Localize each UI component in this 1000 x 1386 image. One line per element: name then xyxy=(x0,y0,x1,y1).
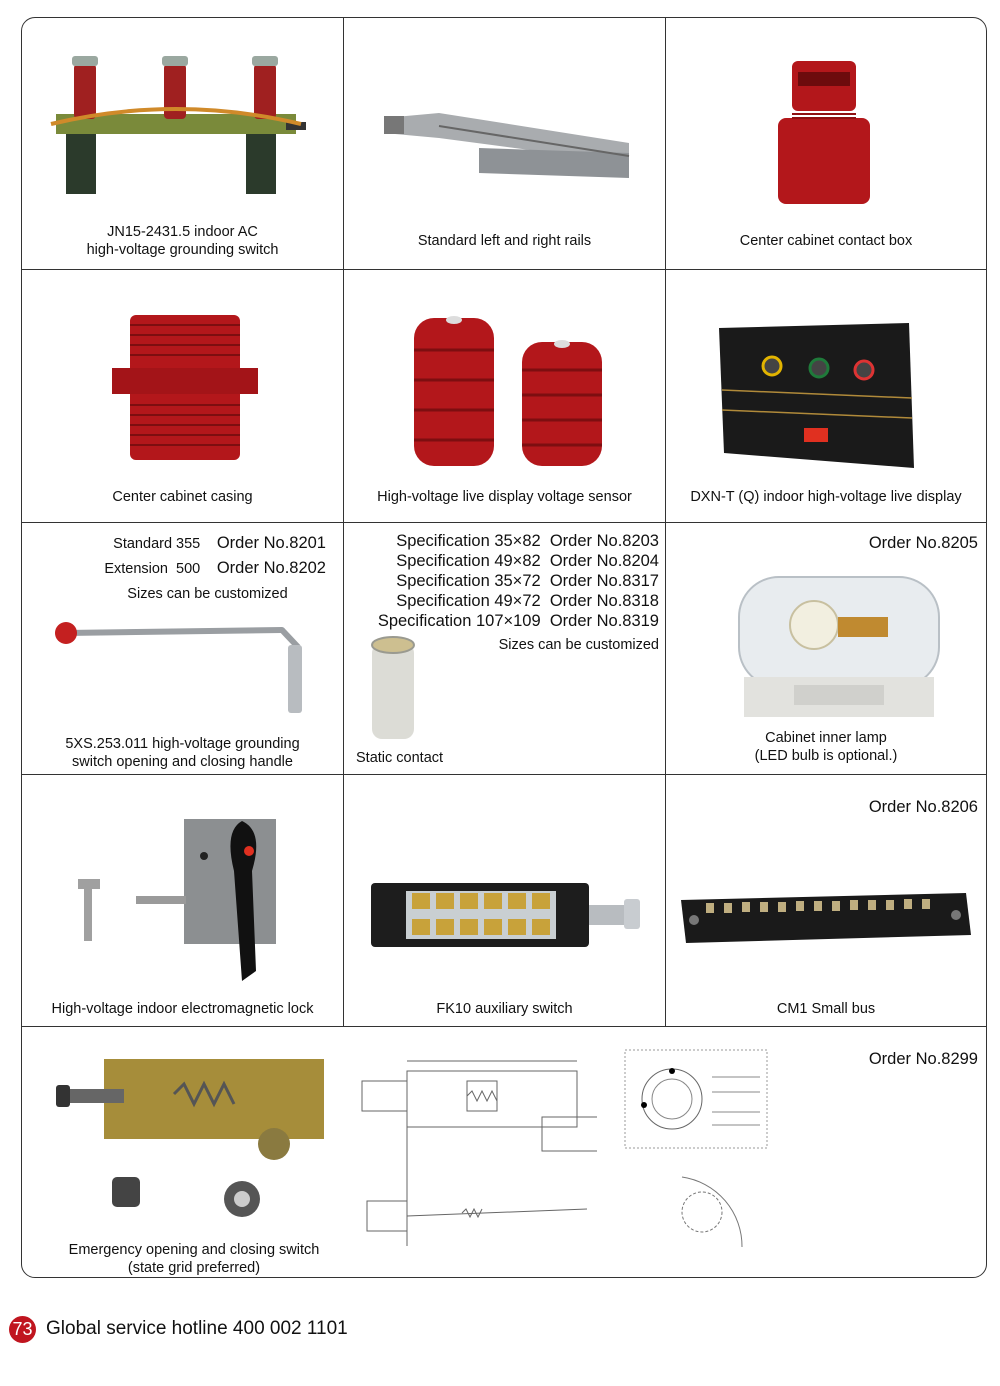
caption-line: Emergency opening and closing switch xyxy=(68,1242,320,1258)
caption-line: JN15-2431.5 indoor AC xyxy=(107,224,258,240)
spec-name: Extension 500 xyxy=(104,561,201,577)
contact-box-image xyxy=(774,56,874,208)
product-cell-handle xyxy=(22,523,344,774)
product-caption xyxy=(666,232,986,250)
spec-list xyxy=(378,531,659,655)
product-caption xyxy=(22,1241,366,1277)
product-caption xyxy=(666,488,986,506)
order-number: Order No.8319 xyxy=(549,612,659,630)
order-number: Order No.8206 xyxy=(868,798,978,816)
customization-note: Sizes can be customized xyxy=(498,637,659,653)
catalog-row xyxy=(22,1027,986,1278)
product-cell-emergency-switch xyxy=(22,1027,986,1278)
product-cell-auxiliary-switch xyxy=(344,775,666,1026)
catalog-row xyxy=(22,523,986,775)
order-number: Order No.8299 xyxy=(868,1050,978,1068)
caption-line: Cabinet inner lamp xyxy=(765,730,887,746)
product-cell-casing xyxy=(22,270,344,522)
product-cell-electromagnetic-lock xyxy=(22,775,344,1026)
product-cell-grounding-switch xyxy=(22,18,344,269)
caption-line: High-voltage indoor electromagnetic lock xyxy=(51,1001,314,1017)
inner-lamp-image xyxy=(734,567,944,727)
electromagnetic-lock-image xyxy=(74,811,284,986)
order-number: Order No.8203 xyxy=(549,532,659,550)
product-cell-contact-box xyxy=(666,18,986,269)
product-cell-static-contact xyxy=(344,523,666,774)
spec-line xyxy=(378,551,659,571)
product-caption xyxy=(666,729,986,765)
emergency-switch-image xyxy=(54,1049,344,1229)
service-hotline: Global service hotline 400 002 1101 xyxy=(46,1318,348,1339)
cabinet-casing-image xyxy=(110,310,260,465)
live-display-image xyxy=(714,318,919,468)
order-number: Order No.8201 xyxy=(216,534,326,552)
product-cell-rails xyxy=(344,18,666,269)
order-number: Order No.8318 xyxy=(549,592,659,610)
catalog-grid xyxy=(21,17,987,1278)
caption-line: Static contact xyxy=(356,750,444,766)
caption-line: (state grid preferred) xyxy=(127,1260,261,1276)
customization-note: Sizes can be customized xyxy=(127,586,288,602)
grounding-handle-image xyxy=(52,615,307,725)
product-caption xyxy=(356,749,665,767)
spec-name: Specification 49×72 xyxy=(396,592,541,610)
product-caption xyxy=(22,735,343,771)
spec-name: Standard 355 xyxy=(113,536,201,552)
spec-line xyxy=(104,558,326,579)
page-number-badge: 73 xyxy=(9,1316,36,1343)
spec-name: Specification 35×82 xyxy=(396,532,541,550)
static-contact-image xyxy=(368,635,418,745)
product-caption xyxy=(666,1000,986,1018)
caption-line: Center cabinet contact box xyxy=(739,233,913,249)
emergency-switch-drawing xyxy=(352,1051,597,1251)
caption-line: high-voltage grounding switch xyxy=(86,242,279,258)
spec-name: Specification 35×72 xyxy=(396,572,541,590)
spec-line xyxy=(113,533,326,554)
caption-line: Center cabinet casing xyxy=(112,489,253,505)
product-caption xyxy=(344,1000,665,1018)
caption-line: (LED bulb is optional.) xyxy=(754,748,898,764)
emergency-switch-panel-drawing xyxy=(622,1047,772,1252)
caption-line: 5XS.253.011 high-voltage grounding xyxy=(65,736,300,752)
product-caption xyxy=(22,223,343,259)
small-bus-image xyxy=(676,875,976,955)
catalog-row xyxy=(22,18,986,270)
spec-name: Specification 107×109 xyxy=(377,612,541,630)
caption-line: switch opening and closing handle xyxy=(72,754,293,770)
product-cell-inner-lamp xyxy=(666,523,986,774)
caption-line: CM1 Small bus xyxy=(776,1001,876,1017)
order-number: Order No.8205 xyxy=(868,534,978,552)
product-cell-small-bus xyxy=(666,775,986,1026)
voltage-sensor-image xyxy=(404,310,614,470)
order-number: Order No.8317 xyxy=(549,572,659,590)
product-caption xyxy=(344,232,665,250)
auxiliary-switch-image xyxy=(366,875,646,955)
catalog-row xyxy=(22,775,986,1027)
product-cell-voltage-sensor xyxy=(344,270,666,522)
order-number: Order No.8204 xyxy=(549,552,659,570)
order-number: Order No.8202 xyxy=(216,559,326,577)
spec-line xyxy=(378,591,659,611)
caption-line: High-voltage live display voltage sensor xyxy=(377,489,632,505)
rails-image xyxy=(379,108,639,183)
grounding-switch-image xyxy=(46,54,306,204)
spec-line xyxy=(378,531,659,551)
spec-line xyxy=(378,571,659,591)
caption-line: FK10 auxiliary switch xyxy=(436,1001,573,1017)
spec-line xyxy=(378,611,659,631)
product-cell-live-display xyxy=(666,270,986,522)
caption-line: DXN-T (Q) indoor high-voltage live display xyxy=(690,489,962,505)
product-caption xyxy=(344,488,665,506)
caption-line: Standard left and right rails xyxy=(417,233,592,249)
product-caption xyxy=(22,488,343,506)
catalog-row xyxy=(22,270,986,523)
spec-name: Specification 49×82 xyxy=(396,552,541,570)
product-caption xyxy=(22,1000,343,1018)
